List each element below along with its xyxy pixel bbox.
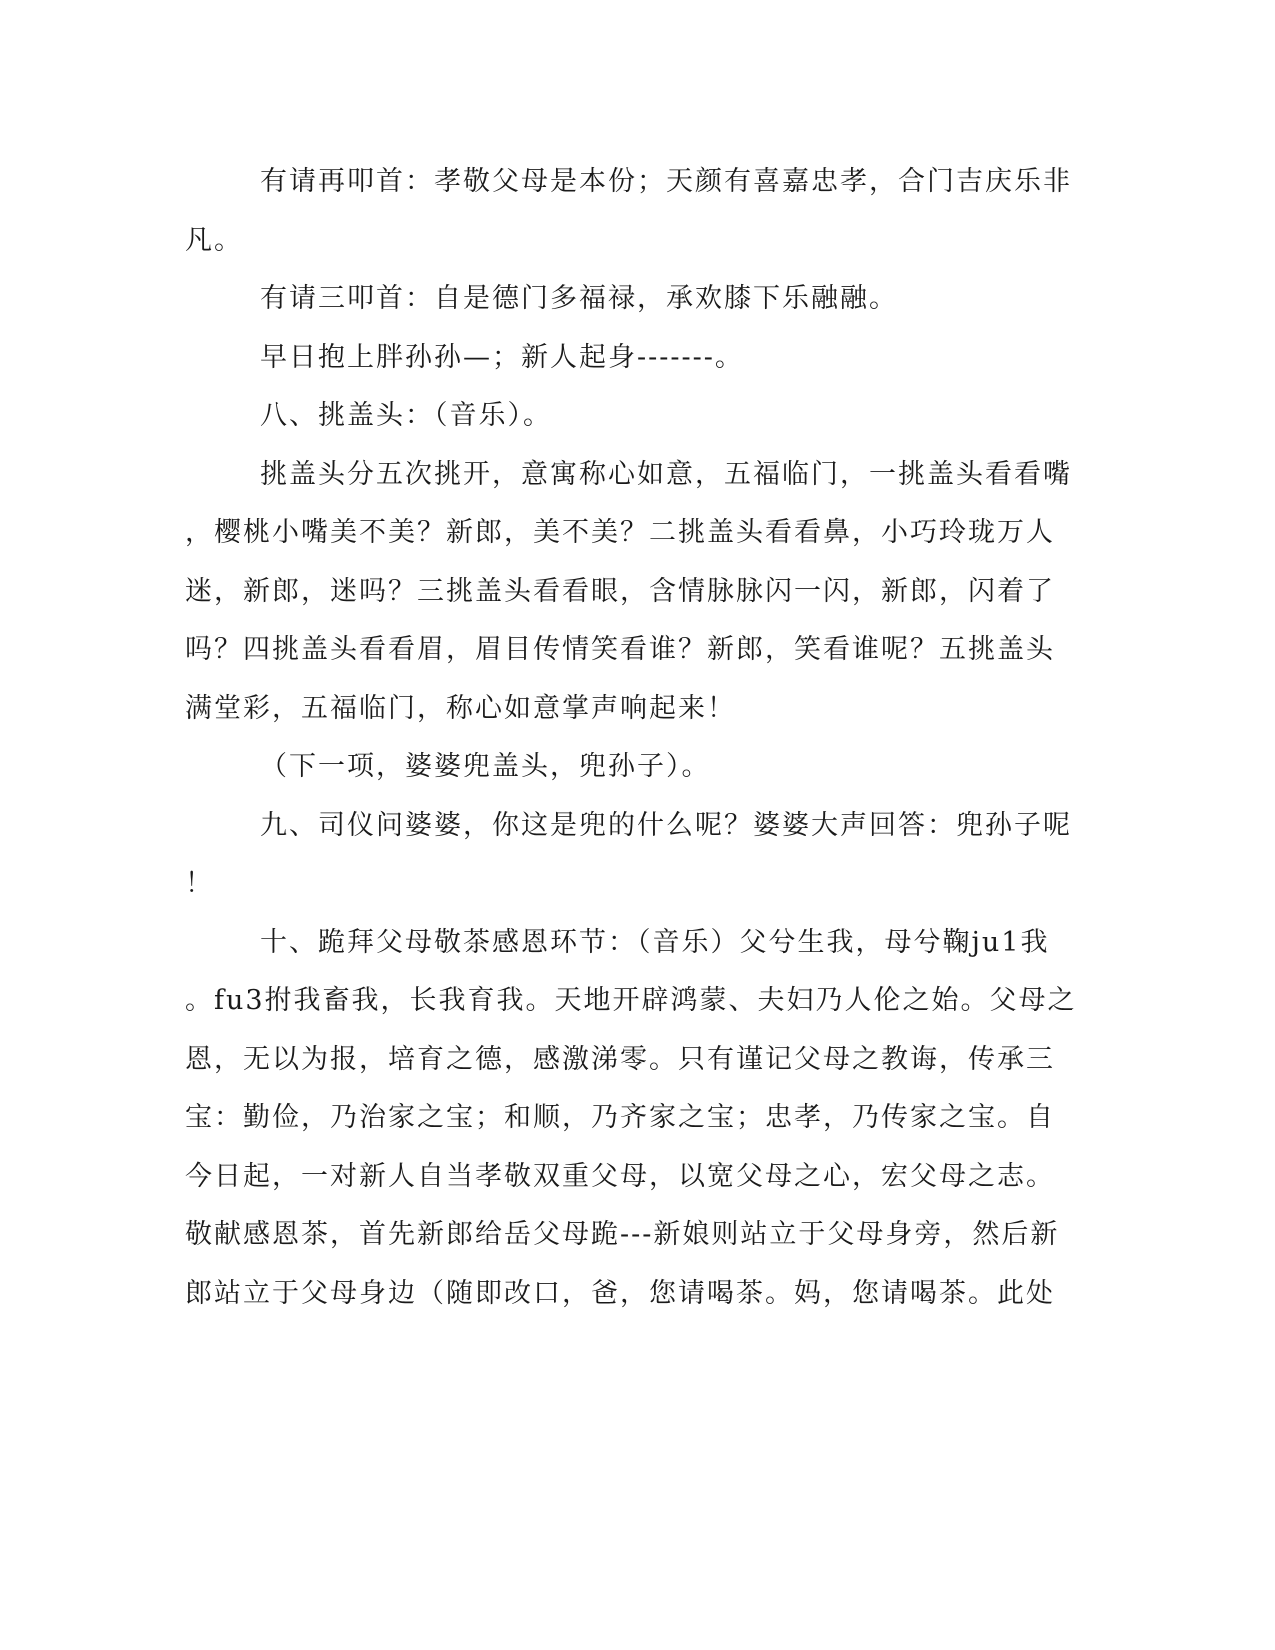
text-line: 郎站立于父母身边（随即改口，爸，您请喝茶。妈，您请喝茶。此处 [185,1278,1055,1309]
text-line: 迷，新郎，迷吗？三挑盖头看看眼，含情脉脉闪一闪，新郎，闪着了 [185,576,1055,607]
section-heading: 八、挑盖头：（音乐）。 [260,400,552,431]
text-line: 恩，无以为报，培育之德，感激涕零。只有谨记父母之教诲，传承三 [185,1044,1055,1075]
section-heading: 九、司仪问婆婆，你这是兜的什么呢？婆婆大声回答：兜孙子呢 [260,810,1072,841]
text-line: 有请再叩首：孝敬父母是本份；天颜有喜嘉忠孝，合门吉庆乐非 [260,166,1072,197]
section-heading: 十、跪拜父母敬茶感恩环节：（音乐）父兮生我，母兮鞠ju1我 [260,927,1050,958]
text-line: 有请三叩首：自是德门多福禄，承欢膝下乐融融。 [260,283,898,314]
text-line: 满堂彩，五福临门，称心如意掌声响起来！ [185,693,736,724]
text-line: 今日起，一对新人自当孝敬双重父母，以宽父母之心，宏父母之志。 [185,1161,1055,1192]
text-line: 早日抱上胖孙孙—；新人起身-------。 [260,342,744,373]
text-line: 吗？四挑盖头看看眉，眉目传情笑看谁？新郎，笑看谁呢？五挑盖头 [185,634,1055,665]
text-line: 。fu3拊我畜我，长我育我。天地开辟鸿蒙、夫妇乃人伦之始。父母之 [185,985,1077,1016]
text-line: （下一项，婆婆兜盖头，兜孙子）。 [260,751,711,782]
text-line: ！ [185,868,214,899]
text-line: 挑盖头分五次挑开，意寓称心如意，五福临门，一挑盖头看看嘴 [260,459,1072,490]
text-line: 宝：勤俭，乃治家之宝；和顺，乃齐家之宝；忠孝，乃传家之宝。自 [185,1102,1055,1133]
text-line: ，樱桃小嘴美不美？新郎，美不美？二挑盖头看看鼻，小巧玲珑万人 [185,517,1055,548]
text-line: 敬献感恩茶，首先新郎给岳父母跪---新娘则站立于父母身旁，然后新 [185,1219,1060,1250]
text-line: 凡。 [185,225,243,256]
